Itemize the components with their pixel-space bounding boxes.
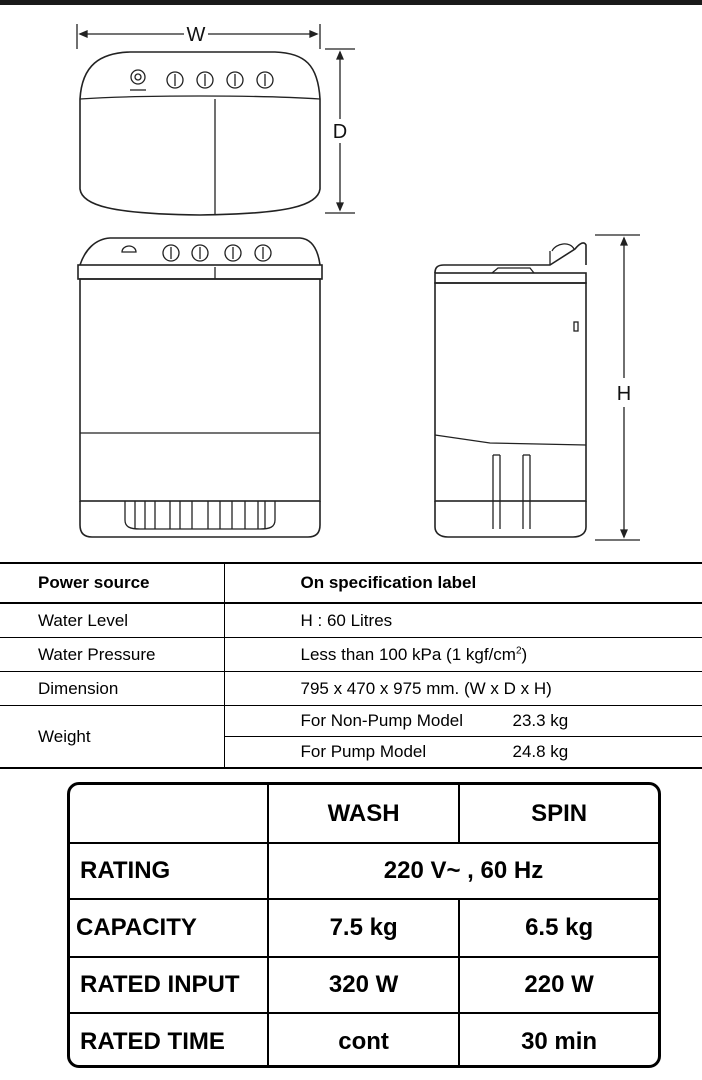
spec-table [0,562,702,769]
water-pressure-row [0,638,702,672]
water-pressure-label: Water Pressure [0,638,224,672]
water-level-label: Water Level [0,603,224,638]
rated-time-row [70,1013,658,1068]
rated-input-wash: 320 W [268,957,459,1013]
wash-header: WASH [268,785,459,843]
weight-label: Weight [0,706,224,769]
rating-label: RATING [70,843,268,899]
water-pressure-text: Less than 100 kPa (1 kgf/cm [300,644,516,664]
water-pressure-value [224,638,702,672]
capacity-wash: 7.5 kg [268,899,459,957]
depth-label: D [332,121,348,143]
dimension-value: 795 x 470 x 975 mm. (W x D x H) [224,672,702,706]
rated-input-spin: 220 W [459,957,658,1013]
spec-header-row [0,563,702,603]
water-level-row [0,603,702,638]
power-source-value: On specification label [224,563,702,603]
pump-label: For Pump Model [300,742,427,761]
pump-cell [224,737,702,769]
water-level-value: H : 60 Litres [224,603,702,638]
rated-input-row [70,957,658,1013]
rated-time-spin: 30 min [459,1013,658,1068]
front-view [78,238,322,537]
rating-table [70,785,658,1068]
rated-time-wash: cont [268,1013,459,1068]
rating-value: 220 V~ , 60 Hz [268,843,658,899]
water-pressure-close: ) [521,644,528,664]
height-label: H [616,383,632,405]
rating-header-blank [70,785,268,843]
rated-input-label: RATED INPUT [70,957,268,1013]
capacity-spin: 6.5 kg [459,899,658,957]
power-source-label: Power source [0,563,224,603]
dimension-label: Dimension [0,672,224,706]
rating-table-box [67,782,661,1068]
rating-header-row [70,785,658,843]
dimension-row [0,672,702,706]
capacity-row [70,899,658,957]
pump-value: 24.8 kg [512,742,569,761]
top-view [80,52,320,215]
washer-drawings [0,5,702,560]
width-label: W [186,24,206,46]
non-pump-label: For Non-Pump Model [300,711,464,730]
rating-row [70,843,658,899]
non-pump-cell [224,706,702,737]
rated-time-label: RATED TIME [70,1013,268,1068]
non-pump-value: 23.3 kg [512,711,569,730]
water-pressure-sup: 2 [515,644,522,656]
weight-row-non-pump [0,706,702,737]
capacity-label: CAPACITY [70,899,268,957]
spin-header: SPIN [459,785,658,843]
side-view [435,243,586,537]
